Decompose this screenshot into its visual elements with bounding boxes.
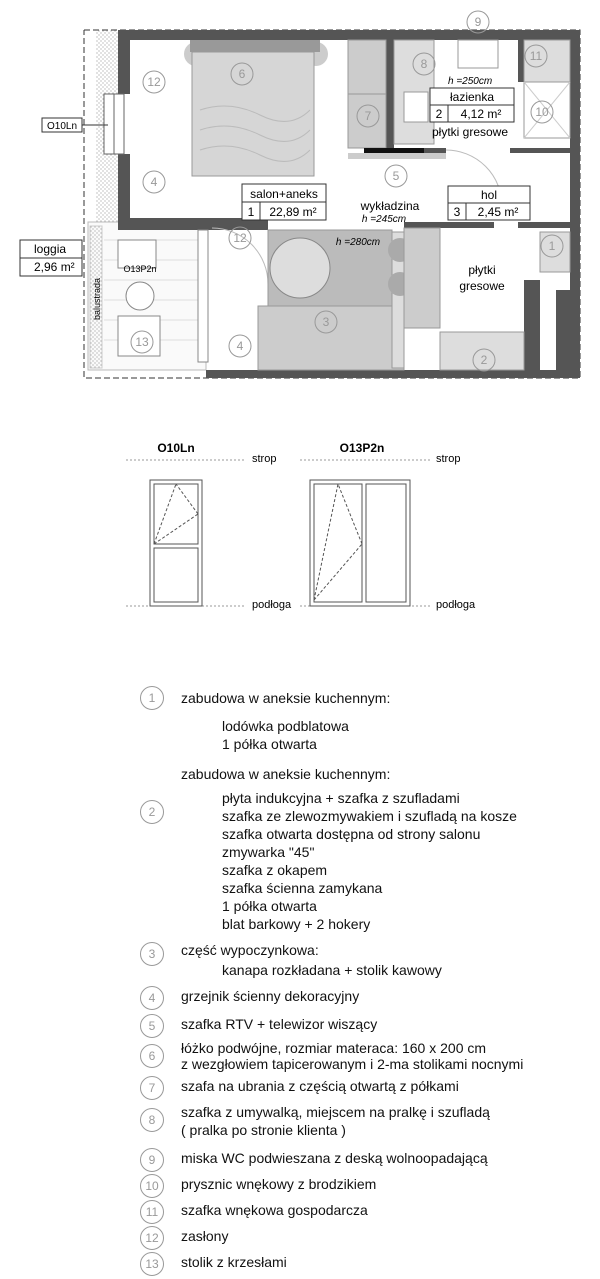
legend-title: szafka wnękowa gospodarcza xyxy=(181,1202,368,1218)
salon-num: 1 xyxy=(247,205,255,219)
carpet-label: wykładzina xyxy=(360,199,420,213)
hol-name: hol xyxy=(480,188,498,202)
legend-number: 7 xyxy=(140,1076,164,1100)
legend-title: część wypoczynkowa: xyxy=(181,942,319,958)
window-tag-o10-label: O10Ln xyxy=(46,121,78,132)
elevation-o10 xyxy=(150,480,202,606)
lazienka-num: 2 xyxy=(435,107,443,121)
room-label-lazienka xyxy=(430,76,514,139)
plan-marker-label: 12 xyxy=(147,75,161,89)
bath-wall-left xyxy=(386,40,394,150)
lazienka-floor: płytki gresowe xyxy=(431,125,509,139)
legend-number: 12 xyxy=(140,1226,164,1250)
legend-title: łóżko podwójne, rozmiar materaca: 160 x 200 cm xyxy=(181,1040,487,1056)
left-wall-bottom xyxy=(118,154,130,226)
coffee-table xyxy=(270,238,330,298)
podloga-label-1: podłoga xyxy=(252,599,292,611)
hol-floor-2: gresowe xyxy=(459,279,505,293)
loggia-name: loggia xyxy=(34,242,67,256)
legend-number: 9 xyxy=(140,1148,164,1172)
legend-line: szafka ze zlewozmywakiem i szufladą na kosze xyxy=(222,808,517,824)
top-wall xyxy=(118,30,580,40)
legend-number: 5 xyxy=(140,1014,164,1038)
legend-number: 10 xyxy=(140,1174,164,1198)
height-280: h =280cm xyxy=(335,237,381,248)
legend-line: blat barkowy + 2 hokery xyxy=(222,916,371,932)
plan-marker-label: 11 xyxy=(529,49,543,63)
legend-title: grzejnik ścienny dekoracyjny xyxy=(181,988,360,1004)
window-tag-o13-label: O13P2n xyxy=(123,264,157,274)
legend-line: 1 półka otwarta xyxy=(222,898,317,914)
plan-marker-label: 7 xyxy=(364,109,372,123)
plan-marker-label: 4 xyxy=(150,175,158,189)
legend-number: 8 xyxy=(140,1108,164,1132)
legend-title: szafka RTV + telewizor wiszący xyxy=(181,1016,378,1032)
hol-floor-1: płytki xyxy=(468,263,496,277)
legend-line: kanapa rozkładana + stolik kawowy xyxy=(222,962,442,978)
tv xyxy=(364,148,424,153)
legend-title: zasłony xyxy=(181,1228,229,1244)
legend-title: zabudowa w aneksie kuchennym: xyxy=(181,766,391,782)
legend-line: płyta indukcyjna + szafka z szufladami xyxy=(222,790,460,806)
right-wall xyxy=(570,30,580,378)
legend-number: 4 xyxy=(140,986,164,1010)
hol-num: 3 xyxy=(453,205,461,219)
balustrade-label: balustrada xyxy=(92,277,102,320)
legend-line: szafka otwarta dostępna od strony salonu xyxy=(222,826,481,842)
wc xyxy=(458,40,498,68)
legend-line: z wezgłowiem tapicerowanym i 2-ma stolikami nocnymi xyxy=(181,1056,524,1072)
legend-number: 2 xyxy=(140,800,164,824)
lazienka-area: 4,12 m² xyxy=(460,107,502,121)
room-label-hol xyxy=(448,186,530,293)
plan-marker-label: 2 xyxy=(480,353,488,367)
legend-title: prysznic wnękowy z brodzikiem xyxy=(181,1176,377,1192)
legend-title: miska WC podwieszana z deską wolnoopadającą xyxy=(181,1150,488,1166)
plan-marker-label: 4 xyxy=(236,339,244,353)
elevation-o13-title: O13P2n xyxy=(339,441,385,455)
hol-area: 2,45 m² xyxy=(477,205,519,219)
plan-marker-label: 12 xyxy=(233,231,247,245)
podloga-label-2: podłoga xyxy=(436,599,476,611)
bottom-wall xyxy=(206,370,580,378)
legend-title: zabudowa w aneksie kuchennym: xyxy=(181,690,391,706)
strop-label-1: strop xyxy=(252,453,277,465)
salon-area: 22,89 m² xyxy=(269,205,317,219)
legend-number: 1 xyxy=(140,686,164,710)
salon-name: salon+aneks xyxy=(250,187,318,201)
loggia-table xyxy=(126,282,154,310)
legend-number: 11 xyxy=(140,1200,164,1224)
bed xyxy=(192,52,314,176)
lazienka-height: h =250cm xyxy=(448,76,493,87)
legend xyxy=(0,680,600,1279)
elevation-o10-title: O10Ln xyxy=(157,441,195,455)
legend-line: szafka z okapem xyxy=(222,862,328,878)
height-245: h =245cm xyxy=(361,214,407,225)
plan-marker-label: 3 xyxy=(322,315,330,329)
bed-headboard xyxy=(190,40,320,52)
strop-label-2: strop xyxy=(436,453,461,465)
legend-line: szafka ścienna zamykana xyxy=(222,880,383,896)
legend-line: 1 półka otwarta xyxy=(222,736,317,752)
lazienka-name: łazienka xyxy=(449,90,495,104)
legend-line: ( pralka po stronie klienta ) xyxy=(181,1122,346,1138)
room-label-loggia xyxy=(20,240,82,276)
loggia-area: 2,96 m² xyxy=(34,260,75,274)
legend-title: stolik z krzesłami xyxy=(181,1254,287,1270)
legend-title: szafka z umywalką, miejscem na pralkę i szufladą xyxy=(181,1104,490,1120)
room-label-salon xyxy=(242,184,326,220)
legend-number: 6 xyxy=(140,1044,164,1068)
plan-marker-label: 9 xyxy=(474,15,482,29)
plan-marker-label: 8 xyxy=(420,57,428,71)
plan-marker-label: 6 xyxy=(238,67,246,81)
plan-marker-label: 10 xyxy=(535,105,549,119)
plan-marker-label: 5 xyxy=(392,169,400,183)
door-o13 xyxy=(198,230,208,362)
plan-marker-label: 13 xyxy=(135,335,149,349)
legend-title: szafa na ubrania z częścią otwartą z półkami xyxy=(181,1078,459,1094)
legend-number: 3 xyxy=(140,942,164,966)
elevation-o13 xyxy=(310,480,410,606)
legend-number: 13 xyxy=(140,1252,164,1276)
bar-counter xyxy=(404,228,440,328)
legend-line: zmywarka "45" xyxy=(222,844,315,860)
legend-line: lodówka podblatowa xyxy=(222,718,349,734)
plan-marker-label: 1 xyxy=(548,239,556,253)
